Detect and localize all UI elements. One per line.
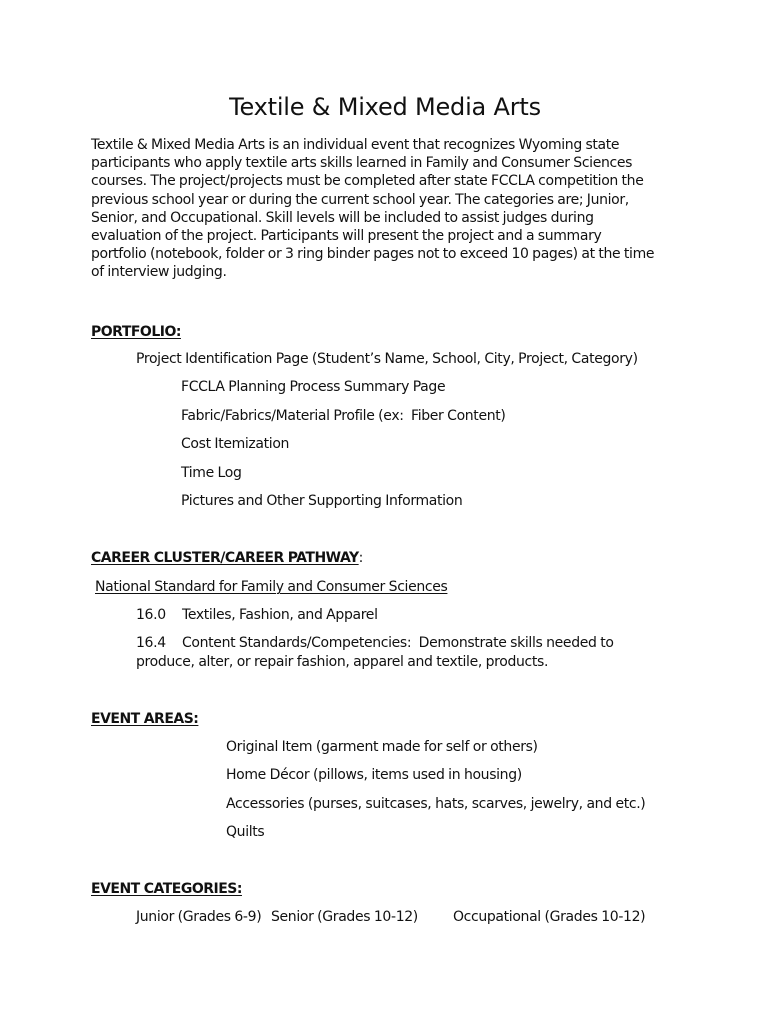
standard-text-continued: produce, alter, or repair fashion, apparel and textile, products. xyxy=(136,654,549,670)
standard-text: Textiles, Fashion, and Apparel xyxy=(182,607,378,623)
event-area-item: Quilts xyxy=(226,824,265,840)
standard-number: 16.0 xyxy=(136,607,166,623)
category-senior: Senior (Grades 10-12) xyxy=(271,909,418,925)
portfolio-item: FCCLA Planning Process Summary Page xyxy=(181,379,446,395)
document-title: Textile & Mixed Media Arts xyxy=(229,93,541,121)
event-areas-heading: EVENT AREAS: xyxy=(91,711,199,727)
event-categories-heading: EVENT CATEGORIES: xyxy=(91,881,242,897)
national-standard: National Standard for Family and Consumer Sciences xyxy=(95,579,448,595)
event-area-item: Home Décor (pillows, items used in housing) xyxy=(226,767,522,783)
portfolio-item: Cost Itemization xyxy=(181,436,290,452)
event-area-item: Accessories (purses, suitcases, hats, scarves, jewelry, and etc.) xyxy=(226,796,646,812)
career-heading: CAREER CLUSTER/CAREER PATHWAY xyxy=(91,550,359,566)
career-heading-colon: : xyxy=(358,550,364,566)
portfolio-item: Pictures and Other Supporting Information xyxy=(181,493,463,509)
event-area-item: Original Item (garment made for self or others) xyxy=(226,739,538,755)
portfolio-item: Project Identification Page (Student’s Name, School, City, Project, Category) xyxy=(136,351,638,367)
portfolio-heading: PORTFOLIO: xyxy=(91,324,181,340)
portfolio-item: Time Log xyxy=(181,465,242,481)
standard-text: Content Standards/Competencies: Demonstrate skills needed to xyxy=(182,635,614,651)
category-junior: Junior (Grades 6-9) xyxy=(136,909,262,925)
standard-number: 16.4 xyxy=(136,635,166,651)
intro-paragraph: Textile & Mixed Media Arts is an individual event that recognizes Wyoming state participants who apply textile arts skills learned in Family and Consumer Sciences courses. The project/projects must be completed after state FCCLA competition the previous school year or during the current school year. The categories are; Junior, Senior, and Occupational. Skill levels will be included to assist judges during evaluation of the project. Participants will present the project and a summary portfolio (notebook, folder or 3 ring binder pages not to exceed 10 pages) at the time of interview judging. xyxy=(91,137,655,281)
career-heading-line xyxy=(91,549,363,567)
portfolio-item: Fabric/Fabrics/Material Profile (ex: Fiber Content) xyxy=(181,408,506,424)
category-occupational: Occupational (Grades 10-12) xyxy=(453,909,646,925)
